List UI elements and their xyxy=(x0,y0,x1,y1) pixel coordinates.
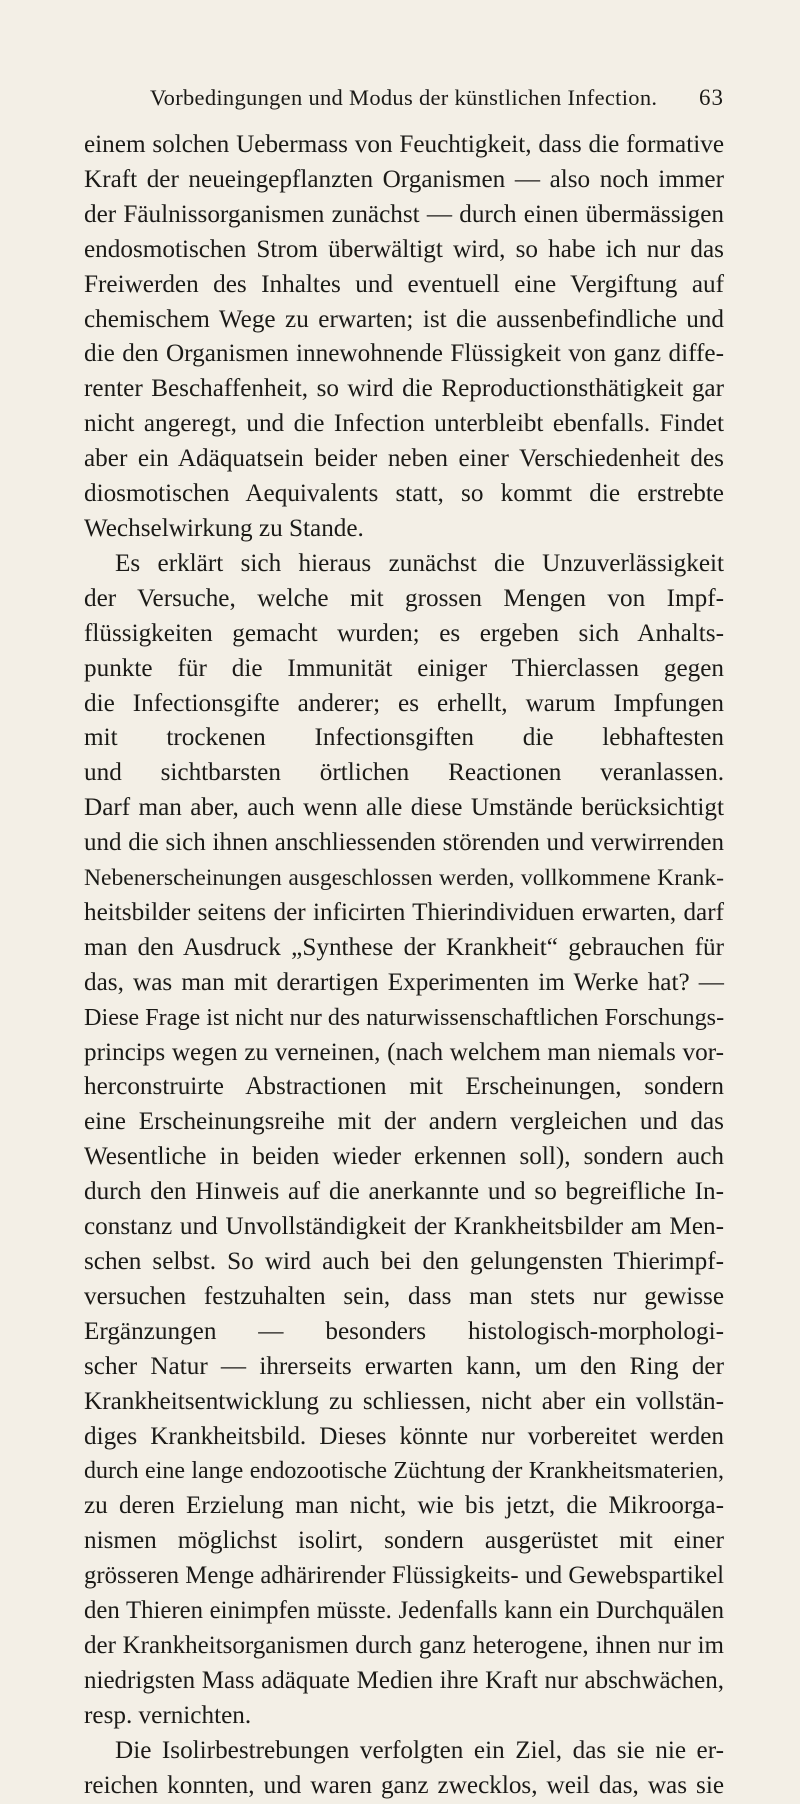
text-line: mit trockenen Infectionsgiften die lebhaftesten xyxy=(84,724,724,752)
running-title: Vorbedingungen und Modus der künstlichen Infection. xyxy=(150,85,658,110)
text-line: die Infectionsgifte anderer; es erhellt, warum Impfungen xyxy=(84,689,724,717)
text-line: punkte für die Immunität einiger Thierclassen gegen xyxy=(84,654,724,682)
text-line: der Versuche, welche mit grossen Mengen von Impf- xyxy=(84,584,724,612)
text-line: den Thieren einimpfen müsste. Jedenfalls kann ein Durchquälen xyxy=(84,1597,724,1625)
paragraph-start-line: Es erklärt sich hieraus zunächst die Unzuverlässigkeit xyxy=(115,549,724,577)
text-line: das, was man mit derartigen Experimenten im Werke hat? — xyxy=(84,968,724,996)
text-line: flüssigkeiten gemacht wurden; es ergeben sich Anhalts- xyxy=(84,619,724,647)
text-line: schen selbst. So wird auch bei den gelungensten Thierimpf- xyxy=(84,1248,724,1275)
text-line: Krankheitsentwicklung zu schliessen, nicht aber ein vollstän- xyxy=(84,1387,724,1415)
text-line: zu deren Erzielung man nicht, wie bis jetzt, die Mikroorga- xyxy=(84,1492,724,1520)
text-line: der Krankheitsorganismen durch ganz heterogene, ihnen nur im xyxy=(84,1631,724,1659)
text-line: versuchen festzuhalten sein, dass man stets nur gewisse xyxy=(84,1282,724,1310)
text-line: die den Organismen innewohnende Flüssigkeit von ganz diffe- xyxy=(84,340,724,368)
text-line: durch den Hinweis auf die anerkannte und so begreifliche In- xyxy=(84,1178,724,1206)
text-line: grösseren Menge adhärirender Flüssigkeits- und Gewebspartikel xyxy=(84,1562,724,1590)
paragraph-start-line: Die Isolirbestrebungen verfolgten ein Ziel, das sie nie er- xyxy=(115,1736,724,1764)
text-line: Nebenerscheinungen ausgeschlossen werden, vollkommene Krank- xyxy=(84,865,724,892)
text-line: heitsbilder seitens der inficirten Thierindividuen erwarten, darf xyxy=(84,898,724,926)
text-line: Wesentliche in beiden wieder erkennen soll), sondern auch xyxy=(84,1143,724,1171)
text-line: niedrigsten Mass adäquate Medien ihre Kraft nur abschwächen, xyxy=(84,1666,724,1694)
text-line: Ergänzungen — besonders histologisch-morphologi- xyxy=(84,1317,724,1345)
text-line: nismen möglichst isolirt, sondern ausgerüstet mit einer xyxy=(84,1527,724,1555)
text-line: diosmotischen Aequivalents statt, so kommt die erstrebte xyxy=(84,480,724,508)
text-line: eine Erscheinungsreihe mit der andern vergleichen und das xyxy=(84,1108,724,1136)
text-line: scher Natur — ihrerseits erwarten kann, um den Ring der xyxy=(84,1352,724,1380)
text-line: renter Beschaffenheit, so wird die Reproductionsthätigkeit gar xyxy=(84,375,724,403)
text-line: diges Krankheitsbild. Dieses könnte nur vorbereitet werden xyxy=(84,1422,724,1450)
text-line: und sichtbarsten örtlichen Reactionen veranlassen. xyxy=(84,759,724,787)
body-text xyxy=(84,128,724,1804)
text-line: herconstruirte Abstractionen mit Erscheinungen, sondern xyxy=(84,1073,724,1101)
page-number: 63 xyxy=(699,85,724,110)
text-line: nicht angeregt, und die Infection unterbleibt ebenfalls. Findet xyxy=(84,410,724,438)
text-line: Diese Frage ist nicht nur des naturwissenschaftlichen Forschungs- xyxy=(84,1003,725,1031)
paragraph-end-line: Wechselwirkung zu Stande. xyxy=(84,514,364,542)
text-line: aber ein Adäquatsein beider neben einer Verschiedenheit des xyxy=(84,445,724,473)
text-line: endosmotischen Strom überwältigt wird, so habe ich nur das xyxy=(84,235,724,263)
paragraph-end-line: resp. vernichten. xyxy=(84,1701,252,1729)
text-line: durch eine lange endozootische Züchtung der Krankheitsmaterien, xyxy=(84,1458,724,1485)
text-line: und die sich ihnen anschliessenden störenden und verwirrenden xyxy=(84,829,724,857)
text-line: Darf man aber, auch wenn alle diese Umstände berücksichtigt xyxy=(84,794,724,822)
text-line: Kraft der neueingepflanzten Organismen — also noch immer xyxy=(84,165,724,193)
text-line: chemischem Wege zu erwarten; ist die aussenbefindliche und xyxy=(84,305,724,333)
text-line: princips wegen zu verneinen, (nach welchem man niemals vor- xyxy=(84,1038,724,1066)
text-line: constanz und Unvollständigkeit der Krankheitsbilder am Men- xyxy=(84,1213,724,1241)
text-line: der Fäulnissorganismen zunächst — durch einen übermässigen xyxy=(84,200,724,228)
text-line: man den Ausdruck „Synthese der Krankheit“ gebrauchen für xyxy=(84,933,724,961)
text-line: reichen konnten, und waren ganz zwecklos, weil das, was sie xyxy=(84,1771,724,1799)
text-line: Freiwerden des Inhaltes und eventuell eine Vergiftung auf xyxy=(84,270,724,298)
text-line: einem solchen Uebermass von Feuchtigkeit, dass die formative xyxy=(84,131,724,158)
